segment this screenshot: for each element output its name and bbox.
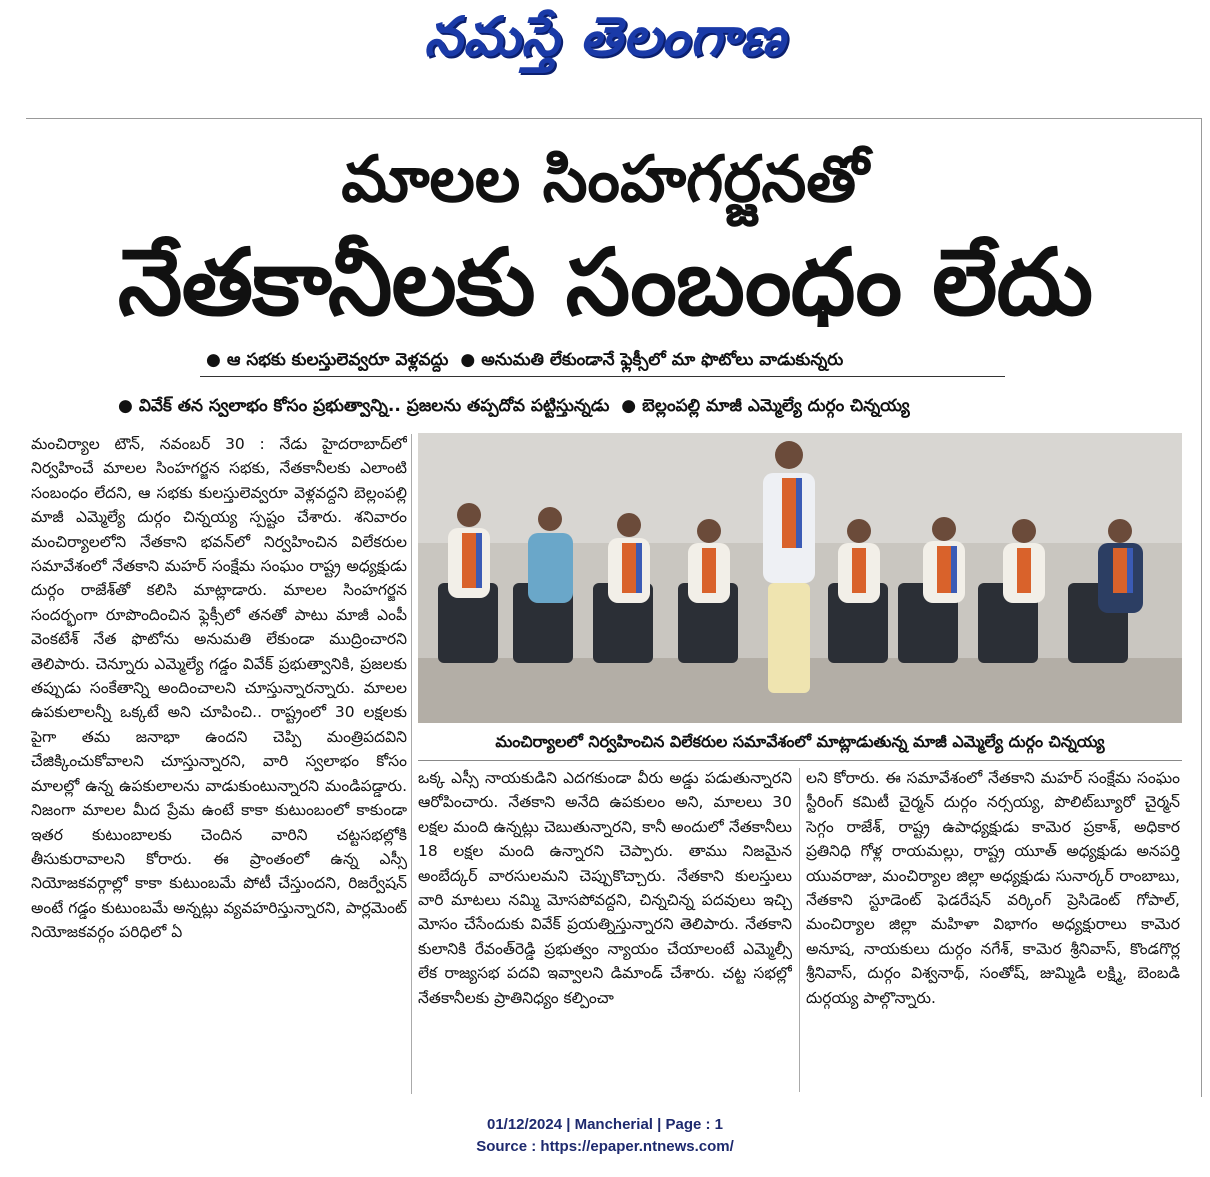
subhead-row-1 xyxy=(200,346,1005,377)
bullet-icon: ● xyxy=(621,396,637,416)
news-photo xyxy=(418,433,1182,723)
headline-line-1: మాలల సింహగర్జనతో xyxy=(341,143,869,217)
news-photo-illustration xyxy=(418,433,1182,723)
masthead-title: నమస్తే తెలంగాణ xyxy=(424,4,786,68)
photo-caption: మంచిర్యాలలో నిర్వహించిన విలేకరుల సమావేశంలో మాట్లాడుతున్న మాజీ ఎమ్మెల్యే దుర్గం చిన్నయ్య xyxy=(418,726,1182,761)
article-column-1: మంచిర్యాల టౌన్‌, నవంబర్‌ 30 : నేడు హైదరాబాద్‌లో నిర్వహించే మాలల సింహగర్జన సభకు, నేతకానీలకు ఎలాంటి సంబంధం లేదని, ఆ సభకు కులస్తులెవ్వరూ వెళ్లవద్దని బెల్లంపల్లి మాజీ ఎమ్మెల్యే దుర్గం చిన్నయ్య స్పష్టం చేశారు. శనివారం మంచిర్యాలలోని నేతకాని భవన్‌లో నిర్వహించిన విలేకరుల సమావేశంలో నేతకాని మహర్‌ సంక్షేమ సంఘం రాష్ట్ర అధ్యక్షుడు దుర్గం రాజేశ్‌తో కలిసి మాట్లాడారు. మాలల సింహగర్జన సందర్భంగా రూపొందించిన ఫ్లెక్సీలో తనతో పాటు మాజీ ఎంపీ వెంకటేశ్‌ నేత ఫొటోను అనుమతి లేకుండా ముద్రించారని తెలిపారు. చెన్నూరు ఎమ్మెల్యే గడ్డం వివేక్‌ ప్రభుత్వానికి, ప్రజలకు తప్పుడు సంకేతాన్ని అందించాలని చూస్తున్నారన్నారు. మాలల ఉపకులాలన్నీ ఒక్కటే అని చూపించి.. రాష్ట్రంలో 30 లక్షలకు పైగా తమ జనాభా ఉందని చెప్పి మంత్రిపదవిని చేజిక్కించుకోవాలని చూస్తున్నారని, వారి స్వలాభం కోసం మాలల్లో ఉన్న ఉపకులాలను వాడుకుంటున్నారని మండిపడ్డారు. నిజంగా మాలల మీద ప్రేమ ఉంటే కాకా కుటుంబంలో కాకుండా ఇతర కుటుంబాలకు చెందిన వారిని చట్టసభల్లోకి తీసుకురావాలని కోరారు. ఈ ప్రాంతంలో ఉన్న ఎస్సీ నియోజకవర్గాల్లో కాకా కుటుంబమే పోటీ చేస్తుందని, రిజర్వేషన్‌ అంటే గడ్డం కుటుంబమే అన్నట్లు వ్యవహరిస్తున్నారని, పార్లమెంట్‌ నియోజకవర్గం పరిధిలో ఏ xyxy=(31,435,407,942)
article-column-3: లని కోరారు. ఈ సమావేశంలో నేతకాని మహర్‌ సంక్షేమ సంఘం స్టీరింగ్‌ కమిటీ చైర్మన్‌ దుర్గం నర్సయ్య, పొలిట్‌బ్యూరో చైర్మన్‌ సెగ్గం రాజేశ్‌, రాష్ట్ర ఉపాధ్యక్షుడు కామెర ప్రకాశ్‌, అధికార ప్రతినిధి గోళ్ల రాయమల్లు, రాష్ట్ర యూత్‌ అధ్యక్షుడు అనపర్తి యువరాజు, మంచిర్యాల జిల్లా అధ్యక్షుడు సునార్కర్‌ రాంబాబు, నేతకాని స్టూడెంట్‌ ఫెడరేషన్‌ వర్కింగ్‌ ప్రెసిడెంట్‌ గోపాల్‌, మంచిర్యాల జిల్లా మహిళా విభాగం అధ్యక్షురాలు కామెర అనూష, నాయకులు దుర్గం నగేశ్‌, కామెర శ్రీనివాస్‌, కొండగొర్ల శ్రీనివాస్‌, దుర్గం విశ్వనాథ్‌, సంతోష్‌, జుమ్మిడి లక్ష్మి, బెంబడి దుర్గయ్య పాల్గొన్నారు. xyxy=(806,769,1180,1007)
subhead-row-2 xyxy=(112,392,1102,422)
edition-line: 01/12/2024 | Mancherial | Page : 1 xyxy=(486,1116,724,1133)
subhead-3: వివేక్‌ తన స్వలాభం కోసం ప్రభుత్వాన్ని.. ప్రజలను తప్పదోవ పట్టిస్తున్నడు xyxy=(138,396,610,416)
article-column-2: ఒక్క ఎస్సీ నాయకుడిని ఎదగకుండా వీరు అడ్డు పడుతున్నారని ఆరోపించారు. నేతకాని అనేది ఉపకులం అని, మాలలు 30 లక్షల మంది ఉన్నట్లు చెబుతున్నారని, కానీ అందులో నేతకానీలు 18 లక్షల మంది ఉన్నారని చెప్పారు. తాము నిజమైన అంబేద్కర్‌ వారసులమని చెప్పుకొచ్చారు. నేతకాని కులస్తులు వారి మాటలు నమ్మి మోసపోవద్దని, చిన్నచిన్న పదవులు ఇచ్చి మోసం చేసేందుకు వివేక్‌ ప్రయత్నిస్తున్నారని తెలిపారు. నేతకాని కులానికి రేవంత్‌రెడ్డి ప్రభుత్వం న్యాయం చేయాలంటే ఎమ్మెల్సీ లేక రాజ్యసభ పదవి ఇవ్వాలని డిమాండ్‌ చేశారు. చట్ట సభల్లో నేతకానీలకు ప్రాతినిధ్యం కల్పించా xyxy=(418,769,792,1007)
subhead-2: అనుమతి లేకుండానే ఫ్లెక్సీలో మా ఫొటోలు వాడుకున్నరు xyxy=(481,350,844,370)
subhead-4: బెల్లంపల్లి మాజీ ఎమ్మెల్యే దుర్గం చిన్నయ్య xyxy=(642,396,910,416)
source-line: Source : https://epaper.ntnews.com/ xyxy=(476,1138,734,1155)
bullet-icon: ● xyxy=(118,396,133,416)
bullet-icon: ● xyxy=(206,350,221,370)
column-divider xyxy=(799,768,800,1092)
subhead-1: ఆ సభకు కులస్తులెవ్వరూ వెళ్లవద్దు xyxy=(226,350,449,370)
bullet-icon: ● xyxy=(460,350,476,370)
headline-line-2: నేతకానీలకు సంబంధం లేదు xyxy=(117,229,1093,336)
column-divider xyxy=(411,434,412,1094)
masthead xyxy=(0,4,1210,78)
